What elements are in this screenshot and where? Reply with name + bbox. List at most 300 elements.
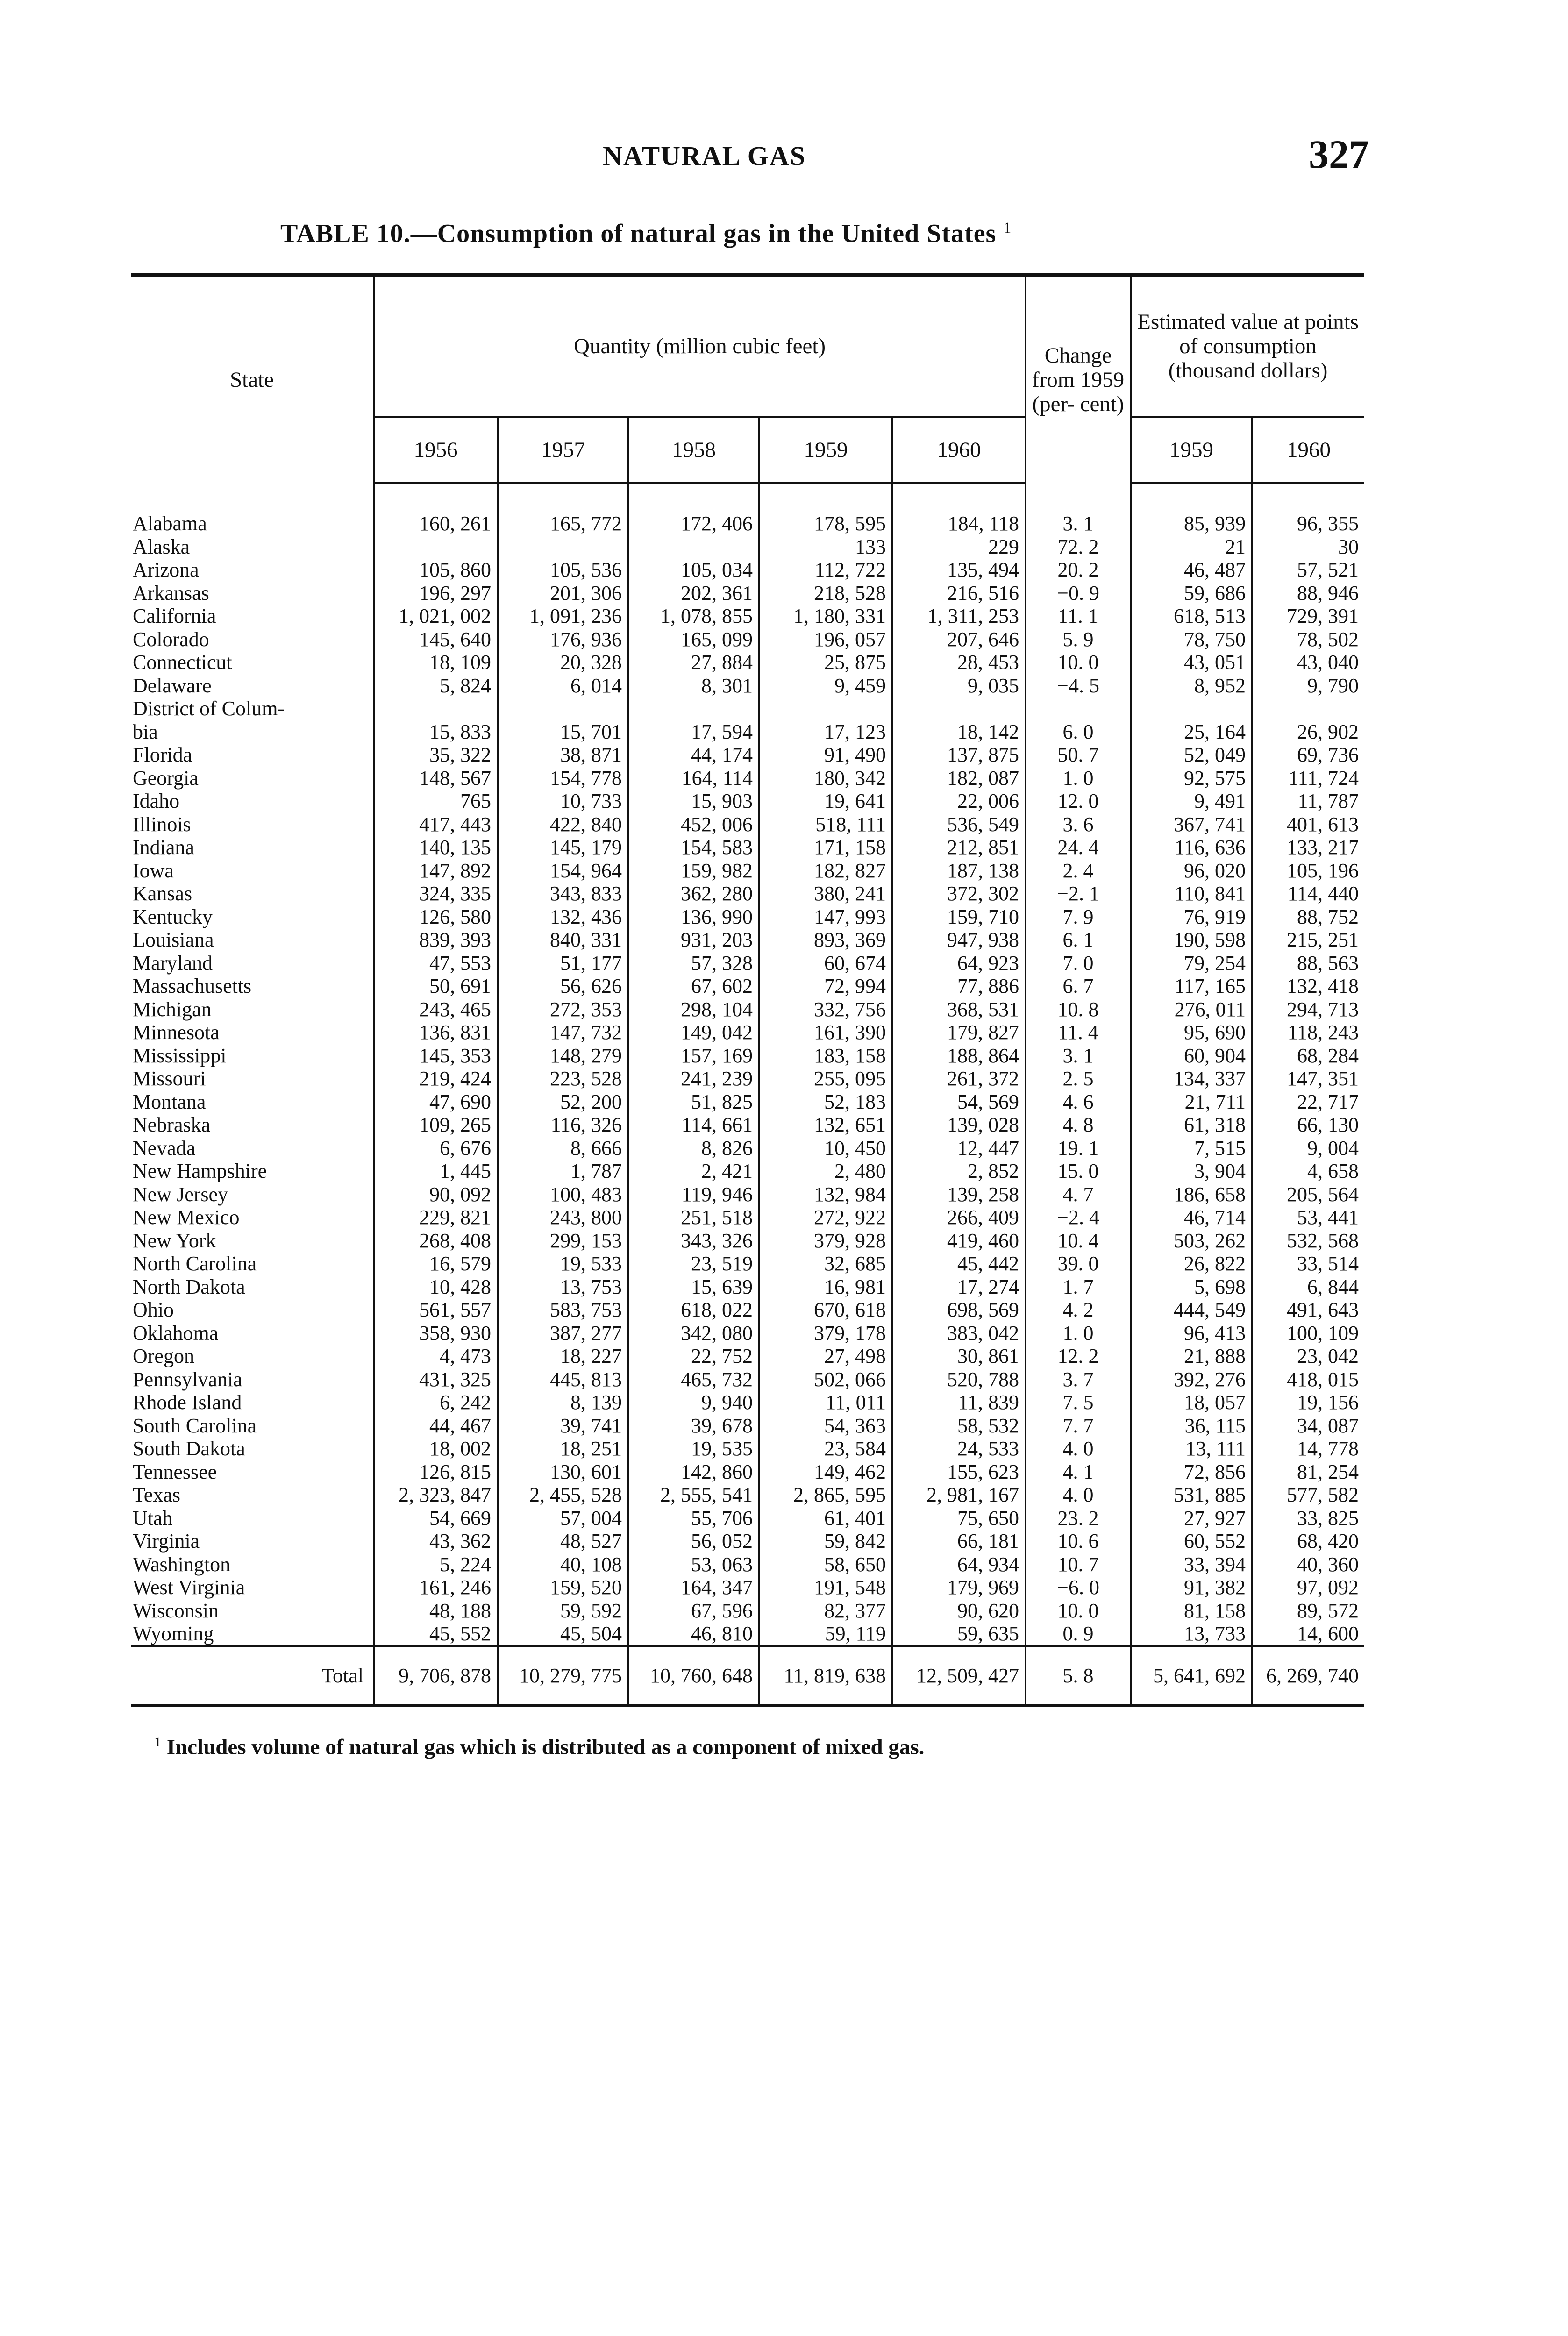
footnote <box>154 1734 924 1760</box>
quantity-cell: 72, 994 <box>759 975 892 998</box>
quantity-cell: 839, 393 <box>374 928 498 952</box>
quantity-cell: 445, 813 <box>498 1368 628 1391</box>
value-cell: 190, 598 <box>1131 928 1252 952</box>
quantity-cell: 67, 596 <box>628 1599 759 1623</box>
value-cell: 25, 164 <box>1131 720 1252 744</box>
total-cell: 11, 819, 638 <box>759 1646 892 1706</box>
quantity-cell: 10, 428 <box>374 1275 498 1299</box>
table-row <box>131 859 1364 883</box>
quantity-cell: 2, 852 <box>892 1160 1026 1183</box>
table-row <box>131 535 1364 559</box>
quantity-cell: 44, 174 <box>628 743 759 767</box>
quantity-cell: 77, 886 <box>892 975 1026 998</box>
quantity-cell: 188, 864 <box>892 1044 1026 1068</box>
quantity-cell: 91, 490 <box>759 743 892 767</box>
value-cell: 531, 885 <box>1131 1483 1252 1507</box>
table-row <box>131 1530 1364 1553</box>
quantity-cell: 165, 099 <box>628 628 759 651</box>
quantity-cell: 893, 369 <box>759 928 892 952</box>
quantity-cell: 196, 297 <box>374 582 498 605</box>
change-percent-cell: 1. 0 <box>1026 767 1131 790</box>
value-cell: 81, 158 <box>1131 1599 1252 1623</box>
quantity-cell: 57, 004 <box>498 1507 628 1530</box>
quantity-cell: 536, 549 <box>892 813 1026 836</box>
value-cell: 132, 418 <box>1287 975 1359 997</box>
change-header: Change from 1959 (per- cent) <box>1026 275 1131 484</box>
value-cell: 13, 111 <box>1131 1437 1252 1460</box>
change-percent-cell: 4. 0 <box>1026 1483 1131 1507</box>
quantity-cell: 268, 408 <box>374 1229 498 1253</box>
quantity-cell: 22, 752 <box>628 1345 759 1368</box>
table-row <box>131 790 1364 813</box>
total-value-cell: 5, 641, 692 <box>1131 1646 1252 1706</box>
change-percent-cell: 0. 9 <box>1026 1622 1131 1646</box>
value-cell: 401, 613 <box>1287 812 1359 836</box>
value-cell: 21, 711 <box>1131 1090 1252 1114</box>
quantity-cell: 465, 732 <box>628 1368 759 1391</box>
quantity-cell: 520, 788 <box>892 1368 1026 1391</box>
value-cell: 4, 658 <box>1307 1160 1359 1182</box>
table-row <box>131 928 1364 952</box>
quantity-cell: 23, 519 <box>628 1252 759 1275</box>
quantity-cell: 618, 022 <box>628 1298 759 1322</box>
quantity-cell: 19, 641 <box>759 790 892 813</box>
quantity-cell: 114, 661 <box>628 1113 759 1137</box>
quantity-cell: 207, 646 <box>892 628 1026 651</box>
quantity-cell: 343, 326 <box>628 1229 759 1253</box>
quantity-cell: 126, 815 <box>374 1460 498 1484</box>
quantity-cell: 132, 436 <box>498 905 628 929</box>
quantity-cell: 8, 301 <box>628 674 759 698</box>
value-cell: 88, 563 <box>1297 951 1359 975</box>
quantity-cell: 218, 528 <box>759 582 892 605</box>
state-name-cell: bia <box>131 720 374 744</box>
quantity-cell: 90, 620 <box>892 1599 1026 1623</box>
quantity-cell: 100, 483 <box>498 1183 628 1206</box>
value-cell: 57, 521 <box>1297 558 1359 581</box>
quantity-cell: 670, 618 <box>759 1298 892 1322</box>
state-name-cell: New Jersey <box>131 1183 374 1206</box>
quantity-cell: 182, 827 <box>759 859 892 883</box>
quantity-cell: 149, 042 <box>628 1021 759 1044</box>
quantity-cell: 1, 078, 855 <box>628 605 759 628</box>
quantity-cell: 19, 533 <box>498 1252 628 1275</box>
quantity-cell: 51, 177 <box>498 952 628 975</box>
value-cell: 147, 351 <box>1287 1067 1359 1090</box>
change-percent-cell: 6. 1 <box>1026 928 1131 952</box>
table-body <box>131 483 1364 1646</box>
change-percent-cell: 23. 2 <box>1026 1507 1131 1530</box>
state-name-cell: North Dakota <box>131 1275 374 1299</box>
state-name-cell: Massachusetts <box>131 975 374 998</box>
table-row <box>131 836 1364 859</box>
value-cell: 96, 355 <box>1297 512 1359 535</box>
quantity-cell <box>498 535 628 559</box>
quantity-cell: 216, 516 <box>892 582 1026 605</box>
value-cell: 95, 690 <box>1131 1021 1252 1044</box>
value-cell: 8, 952 <box>1131 674 1252 698</box>
quantity-cell: 2, 981, 167 <box>892 1483 1026 1507</box>
value-cell: 46, 714 <box>1131 1206 1252 1229</box>
table-row <box>131 975 1364 998</box>
quantity-cell: 116, 326 <box>498 1113 628 1137</box>
value-cell: 30 <box>1338 535 1359 558</box>
table-row <box>131 1160 1364 1183</box>
quantity-cell: 161, 246 <box>374 1576 498 1599</box>
quantity-cell: 161, 390 <box>759 1021 892 1044</box>
state-column-header: State <box>131 275 374 484</box>
value-cell: 96, 413 <box>1131 1322 1252 1345</box>
quantity-cell: 133 <box>759 535 892 559</box>
value-cell: 532, 568 <box>1287 1229 1359 1252</box>
state-name-cell: Mississippi <box>131 1044 374 1068</box>
quantity-cell <box>759 697 892 720</box>
quantity-cell: 137, 875 <box>892 743 1026 767</box>
value-cell: 59, 686 <box>1131 582 1252 605</box>
value-cell: 491, 643 <box>1287 1298 1359 1321</box>
state-name-cell: Tennessee <box>131 1460 374 1484</box>
value-cell: 26, 822 <box>1131 1252 1252 1275</box>
value-cell: 276, 011 <box>1131 998 1252 1021</box>
value-cell: 186, 658 <box>1131 1183 1252 1206</box>
table-row <box>131 1113 1364 1137</box>
value-cell: 21, 888 <box>1131 1345 1252 1368</box>
value-cell: 88, 752 <box>1297 905 1359 928</box>
value-cell: 577, 582 <box>1287 1483 1359 1506</box>
change-percent-cell: 10. 7 <box>1026 1553 1131 1576</box>
value-cell: 72, 856 <box>1131 1460 1252 1484</box>
value-cell: 36, 115 <box>1131 1414 1252 1438</box>
value-cell: 133, 217 <box>1287 836 1359 859</box>
state-name-cell: Nebraska <box>131 1113 374 1137</box>
table-row <box>131 1553 1364 1576</box>
state-name-cell: Kansas <box>131 882 374 905</box>
quantity-cell: 182, 087 <box>892 767 1026 790</box>
quantity-cell: 136, 831 <box>374 1021 498 1044</box>
state-name-cell: Michigan <box>131 998 374 1021</box>
quantity-cell: 1, 311, 253 <box>892 605 1026 628</box>
quantity-cell: 66, 181 <box>892 1530 1026 1553</box>
state-name-cell: Montana <box>131 1090 374 1114</box>
value-cell: 89, 572 <box>1297 1599 1359 1622</box>
quantity-cell: 27, 498 <box>759 1345 892 1368</box>
value-cell: 3, 904 <box>1131 1160 1252 1183</box>
change-percent-cell: 2. 4 <box>1026 859 1131 883</box>
quantity-cell: 59, 635 <box>892 1622 1026 1646</box>
quantity-cell: 202, 361 <box>628 582 759 605</box>
table-row <box>131 1576 1364 1599</box>
change-percent-cell: 50. 7 <box>1026 743 1131 767</box>
quantity-cell: 299, 153 <box>498 1229 628 1253</box>
quantity-cell: 9, 940 <box>628 1391 759 1414</box>
state-name-cell: Missouri <box>131 1067 374 1090</box>
quantity-cell: 358, 930 <box>374 1322 498 1345</box>
state-name-cell: South Dakota <box>131 1437 374 1460</box>
quantity-cell: 5, 824 <box>374 674 498 698</box>
quantity-cell: 142, 860 <box>628 1460 759 1484</box>
quantity-cell: 60, 674 <box>759 952 892 975</box>
value-cell: 215, 251 <box>1287 928 1359 951</box>
change-percent-cell: 3. 1 <box>1026 1044 1131 1068</box>
quantity-cell: 15, 639 <box>628 1275 759 1299</box>
state-name-cell: North Carolina <box>131 1252 374 1275</box>
value-cell: 117, 165 <box>1131 975 1252 998</box>
quantity-cell: 417, 443 <box>374 813 498 836</box>
quantity-cell: 372, 302 <box>892 882 1026 905</box>
table-title-text: TABLE 10.—Consumption of natural gas in the United States <box>280 219 997 248</box>
year-header: 1957 <box>498 417 628 483</box>
quantity-cell: 51, 825 <box>628 1090 759 1114</box>
quantity-cell: 212, 851 <box>892 836 1026 859</box>
quantity-cell: 59, 119 <box>759 1622 892 1646</box>
value-cell: 729, 391 <box>1287 605 1359 627</box>
change-percent-cell: 19. 1 <box>1026 1137 1131 1160</box>
quantity-cell: 176, 936 <box>498 628 628 651</box>
quantity-cell: 64, 923 <box>892 952 1026 975</box>
quantity-cell: 698, 569 <box>892 1298 1026 1322</box>
quantity-cell: 18, 142 <box>892 720 1026 744</box>
table-row <box>131 1460 1364 1484</box>
quantity-cell: 30, 861 <box>892 1345 1026 1368</box>
quantity-cell: 179, 827 <box>892 1021 1026 1044</box>
quantity-cell: 43, 362 <box>374 1530 498 1553</box>
value-cell: 134, 337 <box>1131 1067 1252 1090</box>
value-cell: 52, 049 <box>1131 743 1252 767</box>
quantity-cell: 58, 650 <box>759 1553 892 1576</box>
change-percent-cell: 72. 2 <box>1026 535 1131 559</box>
quantity-cell: 47, 690 <box>374 1090 498 1114</box>
quantity-cell: 229, 821 <box>374 1206 498 1229</box>
quantity-cell: 1, 021, 002 <box>374 605 498 628</box>
value-cell: 7, 515 <box>1131 1137 1252 1160</box>
quantity-cell: 90, 092 <box>374 1183 498 1206</box>
quantity-cell: 2, 555, 541 <box>628 1483 759 1507</box>
quantity-cell <box>498 697 628 720</box>
year-header: 1958 <box>628 417 759 483</box>
quantity-cell: 18, 251 <box>498 1437 628 1460</box>
change-percent-cell: 10. 0 <box>1026 651 1131 674</box>
quantity-cell: 219, 424 <box>374 1067 498 1090</box>
quantity-cell: 179, 969 <box>892 1576 1026 1599</box>
value-cell: 60, 904 <box>1131 1044 1252 1068</box>
value-cell: 40, 360 <box>1297 1553 1359 1576</box>
value-cell: 33, 394 <box>1131 1553 1252 1576</box>
quantity-cell: 39, 678 <box>628 1414 759 1438</box>
change-percent-cell: 12. 2 <box>1026 1345 1131 1368</box>
quantity-cell: 159, 710 <box>892 905 1026 929</box>
table-row <box>131 1229 1364 1253</box>
change-percent-cell: −6. 0 <box>1026 1576 1131 1599</box>
change-percent-cell: 7. 0 <box>1026 952 1131 975</box>
quantity-cell: 140, 135 <box>374 836 498 859</box>
state-name-cell: California <box>131 605 374 628</box>
value-cell: 114, 440 <box>1287 882 1359 905</box>
value-cell: 91, 382 <box>1131 1576 1252 1599</box>
quantity-cell: 196, 057 <box>759 628 892 651</box>
change-percent-cell: 12. 0 <box>1026 790 1131 813</box>
quantity-cell: 109, 265 <box>374 1113 498 1137</box>
quantity-cell: 380, 241 <box>759 882 892 905</box>
value-cell: 69, 736 <box>1297 743 1359 766</box>
quantity-cell: 201, 306 <box>498 582 628 605</box>
quantity-cell: 59, 842 <box>759 1530 892 1553</box>
quantity-cell: 5, 224 <box>374 1553 498 1576</box>
value-cell: 78, 502 <box>1297 627 1359 651</box>
quantity-cell: 178, 595 <box>759 512 892 535</box>
value-cell: 618, 513 <box>1131 605 1252 628</box>
state-name-cell: Wisconsin <box>131 1599 374 1623</box>
footnote-mark: 1 <box>154 1734 161 1750</box>
change-percent-cell: 7. 5 <box>1026 1391 1131 1414</box>
quantity-cell: 324, 335 <box>374 882 498 905</box>
quantity-cell: 67, 602 <box>628 975 759 998</box>
quantity-cell: 2, 455, 528 <box>498 1483 628 1507</box>
change-percent-cell: 15. 0 <box>1026 1160 1131 1183</box>
total-cell: 9, 706, 878 <box>374 1646 498 1706</box>
quantity-cell: 184, 118 <box>892 512 1026 535</box>
state-name-cell: District of Colum- <box>131 697 374 720</box>
quantity-cell: 419, 460 <box>892 1229 1026 1253</box>
change-percent-cell: 3. 7 <box>1026 1368 1131 1391</box>
change-percent-cell: 1. 7 <box>1026 1275 1131 1299</box>
table-row <box>131 1622 1364 1646</box>
quantity-cell: 22, 006 <box>892 790 1026 813</box>
table-row <box>131 1368 1364 1391</box>
quantity-cell: 48, 188 <box>374 1599 498 1623</box>
quantity-cell: 20, 328 <box>498 651 628 674</box>
change-percent-cell: 4. 2 <box>1026 1298 1131 1322</box>
quantity-cell: 105, 034 <box>628 558 759 582</box>
value-cell <box>1131 697 1252 720</box>
quantity-cell: 23, 584 <box>759 1437 892 1460</box>
table-row <box>131 905 1364 929</box>
change-percent-cell: 24. 4 <box>1026 836 1131 859</box>
quantity-cell: 126, 580 <box>374 905 498 929</box>
value-cell: 11, 787 <box>1297 790 1359 812</box>
state-name-cell: Colorado <box>131 628 374 651</box>
value-cell: 43, 051 <box>1131 651 1252 674</box>
quantity-cell: 518, 111 <box>759 813 892 836</box>
value-cell: 53, 441 <box>1297 1206 1359 1229</box>
quantity-cell: 13, 753 <box>498 1275 628 1299</box>
table-row <box>131 512 1364 535</box>
total-cell: 10, 760, 648 <box>628 1646 759 1706</box>
state-name-cell: New Hampshire <box>131 1160 374 1183</box>
quantity-cell: 136, 990 <box>628 905 759 929</box>
quantity-cell: 50, 691 <box>374 975 498 998</box>
quantity-cell: 75, 650 <box>892 1507 1026 1530</box>
change-percent-cell: 39. 0 <box>1026 1252 1131 1275</box>
value-cell: 68, 284 <box>1297 1044 1359 1067</box>
quantity-cell: 35, 322 <box>374 743 498 767</box>
quantity-cell: 2, 480 <box>759 1160 892 1183</box>
quantity-cell <box>374 697 498 720</box>
value-cell: 33, 825 <box>1297 1506 1359 1530</box>
change-percent-cell: 10. 4 <box>1026 1229 1131 1253</box>
change-percent-cell: 4. 0 <box>1026 1437 1131 1460</box>
quantity-cell: 765 <box>374 790 498 813</box>
quantity-cell: 379, 178 <box>759 1322 892 1345</box>
quantity-cell: 119, 946 <box>628 1183 759 1206</box>
state-name-cell: New York <box>131 1229 374 1253</box>
state-name-cell: Washington <box>131 1553 374 1576</box>
quantity-cell: 180, 342 <box>759 767 892 790</box>
state-name-cell: Maryland <box>131 952 374 975</box>
quantity-cell: 18, 109 <box>374 651 498 674</box>
quantity-cell: 18, 227 <box>498 1345 628 1368</box>
quantity-cell: 147, 732 <box>498 1021 628 1044</box>
quantity-cell: 165, 772 <box>498 512 628 535</box>
quantity-cell: 154, 778 <box>498 767 628 790</box>
state-name-cell: South Carolina <box>131 1414 374 1438</box>
change-percent-cell: 5. 9 <box>1026 628 1131 651</box>
value-cell: 111, 724 <box>1288 766 1359 790</box>
change-percent-cell: 10. 6 <box>1026 1530 1131 1553</box>
quantity-cell: 12, 447 <box>892 1137 1026 1160</box>
table-row <box>131 605 1364 628</box>
quantity-cell: 52, 183 <box>759 1090 892 1114</box>
state-name-cell: Rhode Island <box>131 1391 374 1414</box>
quantity-cell: 145, 353 <box>374 1044 498 1068</box>
table-row <box>131 582 1364 605</box>
quantity-cell: 105, 536 <box>498 558 628 582</box>
quantity-cell: 183, 158 <box>759 1044 892 1068</box>
quantity-cell: 947, 938 <box>892 928 1026 952</box>
value-cell: 33, 514 <box>1297 1252 1359 1275</box>
change-percent-cell: 1. 0 <box>1026 1322 1131 1345</box>
table-title-footnote-mark: 1 <box>1003 219 1012 237</box>
table-row <box>131 1599 1364 1623</box>
quantity-cell: 187, 138 <box>892 859 1026 883</box>
quantity-cell <box>628 697 759 720</box>
spacer-row <box>131 483 1364 512</box>
state-name-cell: Kentucky <box>131 905 374 929</box>
table-row <box>131 1275 1364 1299</box>
quantity-cell: 28, 453 <box>892 651 1026 674</box>
value-cell: 88, 946 <box>1297 581 1359 605</box>
quantity-cell: 387, 277 <box>498 1322 628 1345</box>
quantity-cell: 58, 532 <box>892 1414 1026 1438</box>
change-percent-cell: −2. 1 <box>1026 882 1131 905</box>
table-row <box>131 1298 1364 1322</box>
state-name-cell: Texas <box>131 1483 374 1507</box>
quantity-cell: 154, 583 <box>628 836 759 859</box>
quantity-cell: 132, 651 <box>759 1113 892 1137</box>
quantity-cell: 56, 626 <box>498 975 628 998</box>
state-name-cell: Florida <box>131 743 374 767</box>
value-cell: 97, 092 <box>1297 1576 1359 1599</box>
quantity-cell: 422, 840 <box>498 813 628 836</box>
quantity-cell: 8, 826 <box>628 1137 759 1160</box>
value-cell: 205, 564 <box>1287 1182 1359 1206</box>
quantity-cell: 56, 052 <box>628 1530 759 1553</box>
quantity-cell: 38, 871 <box>498 743 628 767</box>
quantity-cell: 561, 557 <box>374 1298 498 1322</box>
quantity-cell: 82, 377 <box>759 1599 892 1623</box>
quantity-cell: 362, 280 <box>628 882 759 905</box>
quantity-cell: 40, 108 <box>498 1553 628 1576</box>
change-percent-cell: 10. 0 <box>1026 1599 1131 1623</box>
change-percent-cell: 11. 1 <box>1026 605 1131 628</box>
value-cell: 392, 276 <box>1131 1368 1252 1391</box>
running-title: NATURAL GAS <box>603 141 806 171</box>
quantity-cell: 431, 325 <box>374 1368 498 1391</box>
change-percent-cell <box>1026 697 1131 720</box>
value-cell: 43, 040 <box>1297 651 1359 674</box>
table-row <box>131 628 1364 651</box>
quantity-cell: 157, 169 <box>628 1044 759 1068</box>
quantity-cell <box>892 697 1026 720</box>
